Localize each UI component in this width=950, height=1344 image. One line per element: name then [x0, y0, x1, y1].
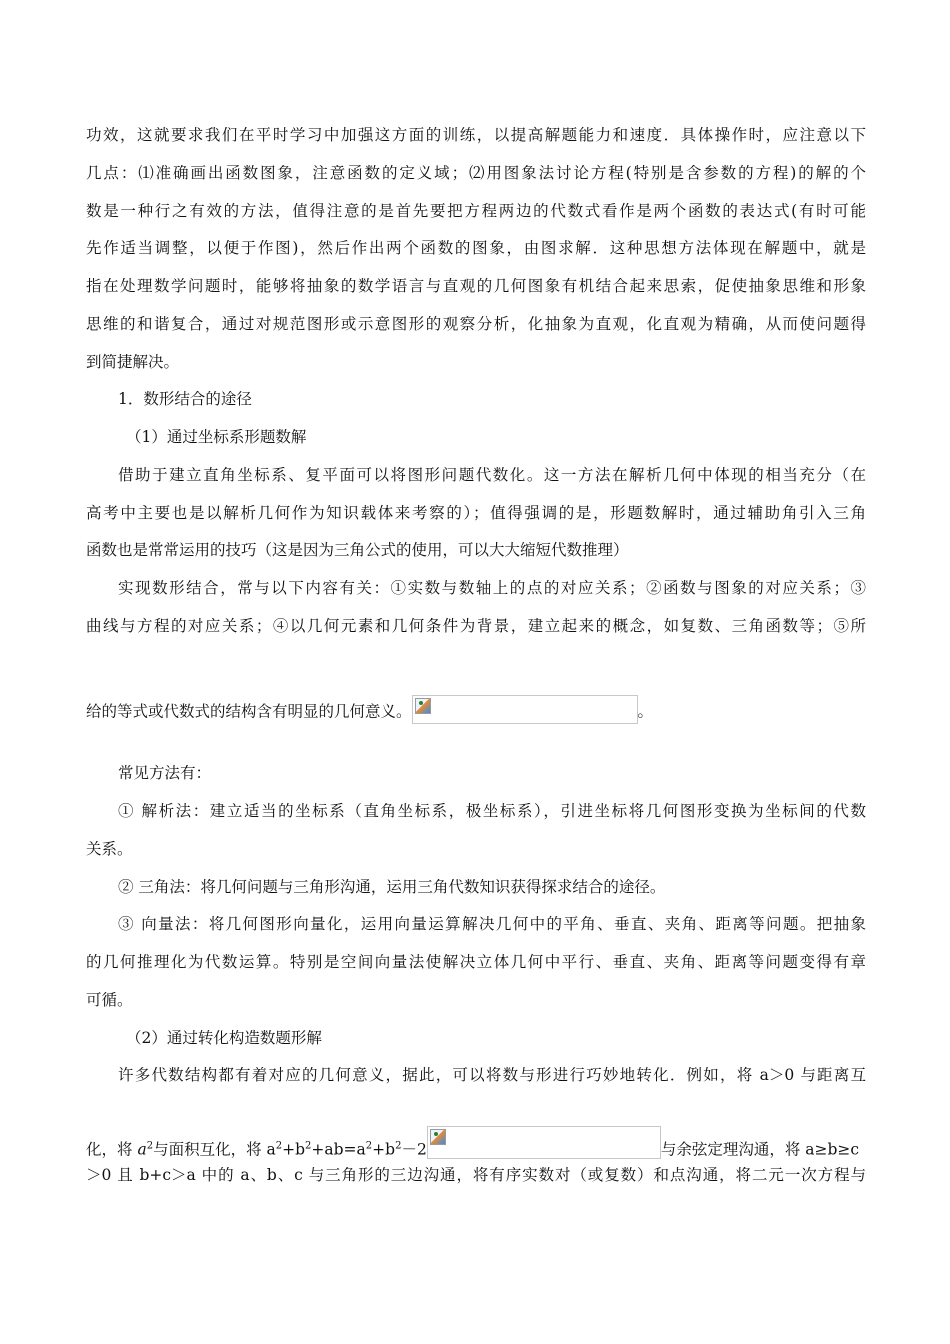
text-span: +ab=a	[311, 1140, 366, 1159]
paragraph-line: 数是一种行之有效的方法，值得注意的是首先要把方程两边的代数式看作是两个函数的表达式(有时可能	[86, 202, 866, 220]
list-item-continuation: 关系。	[86, 840, 133, 858]
superscript: 2	[365, 1140, 373, 1152]
section-heading: 1．数形结合的途径	[118, 390, 252, 408]
superscript: 2	[395, 1140, 402, 1152]
paragraph-line: 几点：⑴准确画出函数图象，注意函数的定义域；⑵用图象法讨论方程(特别是含参数的方程)的解的个	[86, 164, 866, 182]
list-item-continuation: 可循。	[86, 991, 133, 1009]
broken-image-icon	[430, 1129, 446, 1145]
superscript: 2	[305, 1140, 312, 1152]
list-item: ② 三角法：将几何问题与三角形沟通，运用三角代数知识获得探求结合的途径。	[118, 878, 666, 896]
paragraph-line: 到简捷解决。	[86, 353, 180, 371]
paragraph-line: 先作适当调整，以便于作图)，然后作出两个函数的图象，由图求解．这种思想方法体现在解题中，就是	[86, 239, 866, 257]
paragraph-line: 常见方法有：	[118, 764, 212, 782]
text-span: 给的等式或代数式的结构含有明显的几何意义。	[86, 702, 412, 721]
paragraph-line: ＞0 且 b+c＞a 中的 a、b、c 与三角形的三边沟通，将有序实数对（或复数）和点沟通，将二元一次方程与	[86, 1166, 866, 1184]
text-span: 化，将	[86, 1140, 138, 1159]
subsection-heading: （1）通过坐标系形题数解	[126, 428, 307, 446]
subsection-heading: （2）通过转化构造数题形解	[126, 1029, 322, 1047]
paragraph-line: 高考中主要也是以解析几何作为知识载体来考察的）；值得强调的是，形题数解时，通过辅助角引入三角	[86, 504, 866, 522]
paragraph-line: 借助于建立直角坐标系、复平面可以将图形问题代数化。这一方法在解析几何中体现的相当充分（在	[118, 466, 866, 484]
text-span: －2	[401, 1140, 427, 1159]
paragraph-line: 曲线与方程的对应关系；④以几何元素和几何条件为背景，建立起来的概念，如复数、三角函数等；⑤所	[86, 617, 866, 635]
paragraph-line: 功效，这就要求我们在平时学习中加强这方面的训练，以提高解题能力和速度．具体操作时，应注意以下	[86, 126, 866, 144]
paragraph-line	[86, 1134, 866, 1167]
text-span: +b	[282, 1140, 306, 1159]
math-var: a	[137, 1140, 147, 1159]
paragraph-line: 实现数形结合，常与以下内容有关：①实数与数轴上的点的对应关系；②函数与图象的对应关系；③	[118, 579, 866, 597]
text-span: +b	[372, 1140, 396, 1159]
list-item: ③ 向量法：将几何图形向量化，运用向量运算解决几何中的平角、垂直、夹角、距离等问题。把抽象	[118, 915, 866, 933]
paragraph-line: 指在处理数学问题时，能够将抽象的数学语言与直观的几何图象有机结合起来思索，促使抽象思维和形象	[86, 277, 866, 295]
text-span: 与面积互化，将 a	[153, 1140, 276, 1159]
text-span: 。	[637, 702, 654, 721]
superscript: 2	[275, 1140, 283, 1152]
broken-image	[412, 695, 638, 724]
paragraph-line: 函数也是常常运用的技巧（这是因为三角公式的使用，可以大大缩短代数推理）	[86, 541, 629, 559]
paragraph-line: 思维的和谐复合，通过对规范图形或示意图形的观察分析，化抽象为直观，化直观为精确，从而使问题得	[86, 315, 866, 333]
paragraph-line: 许多代数结构都有着对应的几何意义，据此，可以将数与形进行巧妙地转化．例如，将 a＞0 与距离互	[118, 1066, 866, 1084]
text-span: 与余弦定理沟通，将 a≥b≥c	[660, 1140, 860, 1159]
broken-image-icon	[415, 698, 431, 714]
broken-image	[427, 1126, 661, 1159]
list-item-continuation: 的几何推理化为代数运算。特别是空间向量法使解决立体几何中平行、垂直、夹角、距离等问题变得有章	[86, 953, 866, 971]
list-item: ① 解析法：建立适当的坐标系（直角坐标系，极坐标系），引进坐标将几何图形变换为坐标间的代数	[118, 802, 866, 820]
superscript: 2	[146, 1140, 154, 1152]
paragraph-line	[86, 698, 866, 727]
